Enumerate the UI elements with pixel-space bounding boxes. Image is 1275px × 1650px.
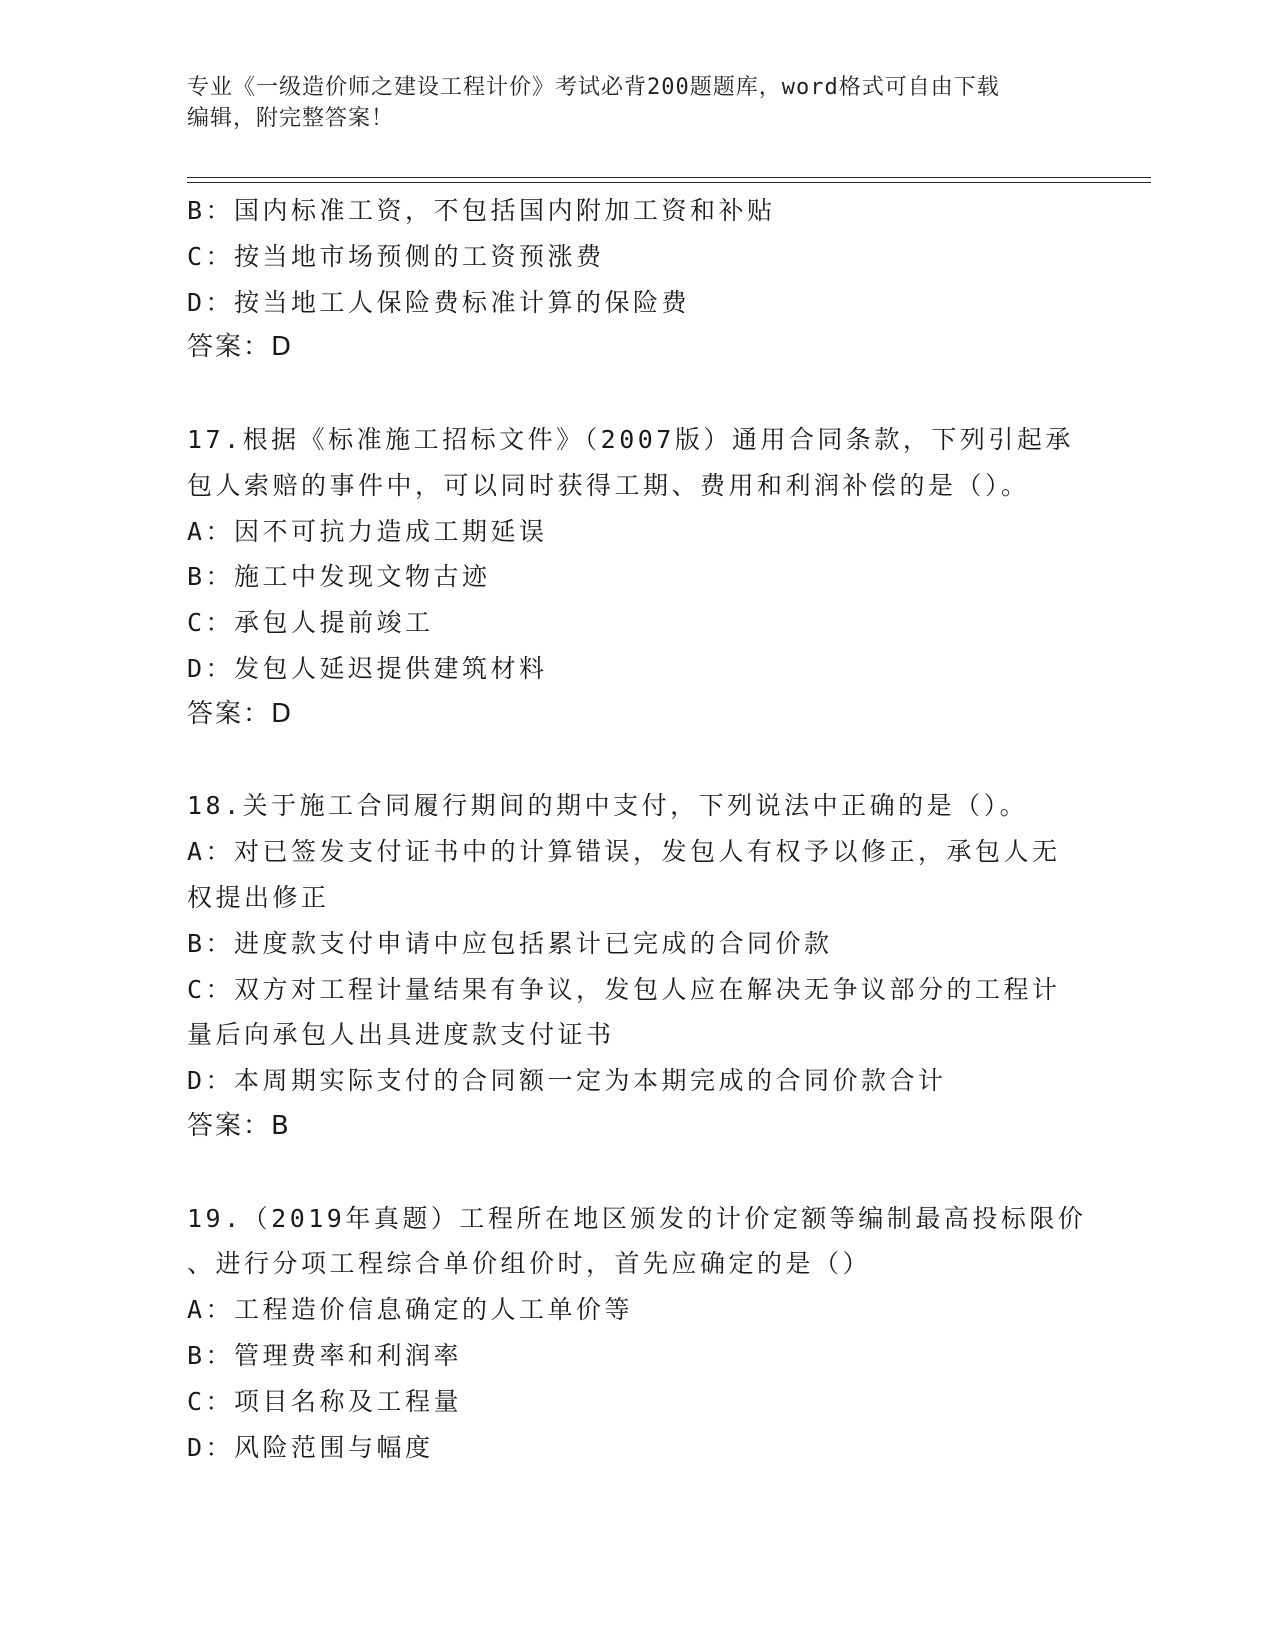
option-a: A：对已签发支付证书中的计算错误，发包人有权予以修正，承包人无 (187, 837, 1061, 867)
question-stem: 18.关于施工合同履行期间的期中支付，下列说法中正确的是（）。 (187, 791, 1029, 821)
option-a: A：因不可抗力造成工期延误 (187, 516, 548, 546)
spacer (187, 371, 1087, 417)
question-stem: 19.（2019年真题）工程所在地区颁发的计价定额等编制最高投标限价 (187, 1203, 1087, 1233)
question-19 (187, 1196, 1087, 1471)
question-stem: 包人索赔的事件中，可以同时获得工期、费用和利润补偿的是（）。 (187, 470, 1030, 500)
option-a-cont: 权提出修正 (187, 882, 330, 912)
option-b: B：施工中发现文物古迹 (187, 562, 491, 592)
option-a: A：工程造价信息确定的人工单价等 (187, 1295, 634, 1325)
option-c: C：按当地市场预侧的工资预涨费 (187, 241, 605, 271)
answer: 答案：D (187, 698, 294, 729)
option-b: B：进度款支付申请中应包括累计已完成的合同价款 (187, 928, 833, 958)
page-header (187, 72, 1067, 134)
answer: 答案：D (187, 332, 294, 363)
answer: 答案：B (187, 1110, 291, 1141)
option-b: B：国内标准工资，不包括国内附加工资和补贴 (187, 196, 776, 225)
document-body (187, 188, 1087, 1470)
prev-question (187, 188, 1087, 371)
spacer (187, 738, 1087, 784)
header-rule-bottom (187, 182, 1151, 183)
option-c: C：承包人提前竣工 (187, 608, 434, 638)
option-c: C：双方对工程计量结果有争议，发包人应在解决无争议部分的工程计 (187, 974, 1061, 1004)
option-c-cont: 量后向承包人出具进度款支付证书 (187, 1020, 615, 1050)
header-rule-top (187, 177, 1151, 178)
option-d: D：本周期实际支付的合同额一定为本期完成的合同价款合计 (187, 1066, 947, 1096)
option-d: D：按当地工人保险费标准计算的保险费 (187, 287, 691, 317)
question-18 (187, 783, 1087, 1149)
question-stem: 17.根据《标准施工招标文件》（2007版）通用合同条款，下列引起承 (187, 424, 1074, 454)
header-line-2: 编辑，附完整答案！ (187, 106, 395, 131)
option-d: D：风险范围与幅度 (187, 1432, 434, 1462)
spacer (187, 1150, 1087, 1196)
header-line-1: 专业《一级造价师之建设工程计价》考试必背200题题库，word格式可自由下载 (187, 75, 1000, 100)
option-d: D：发包人延迟提供建筑材料 (187, 653, 548, 683)
question-17 (187, 417, 1087, 738)
option-c: C：项目名称及工程量 (187, 1386, 463, 1416)
option-b: B：管理费率和利润率 (187, 1340, 463, 1370)
question-stem: 、进行分项工程综合单价组价时，首先应确定的是（） (187, 1249, 872, 1279)
